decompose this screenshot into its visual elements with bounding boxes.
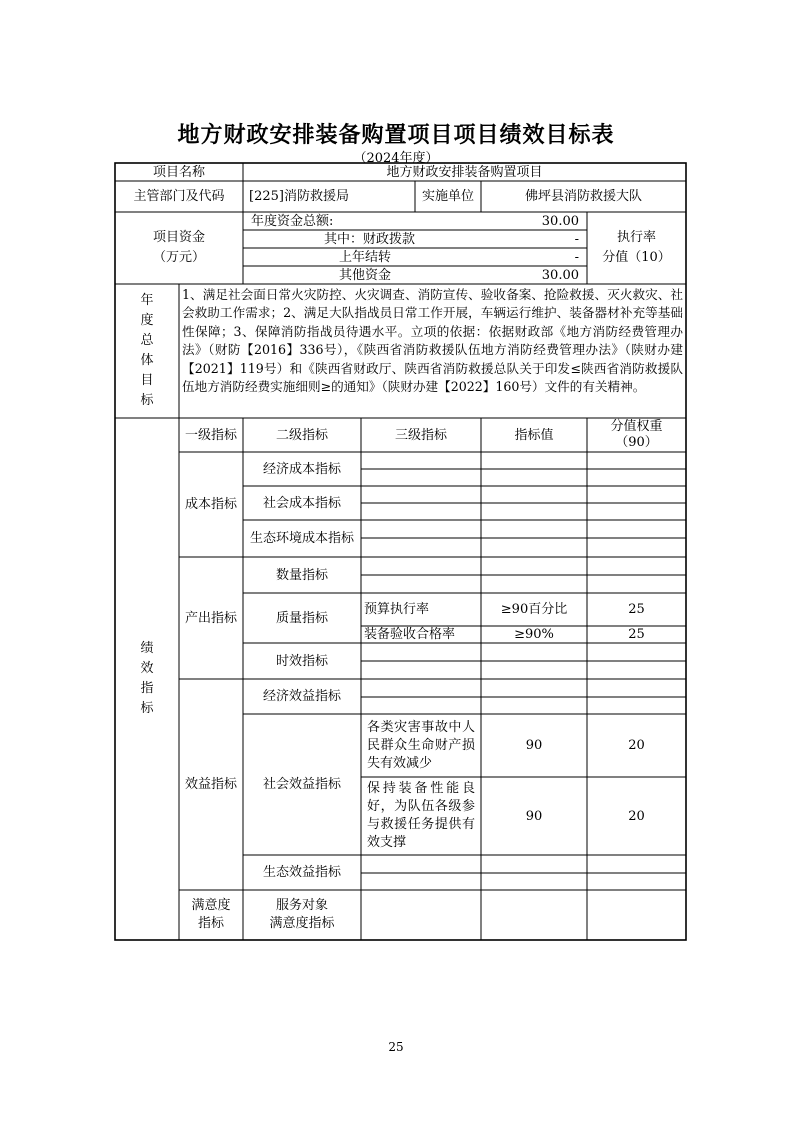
funds-carry-value: -: [574, 249, 579, 265]
goal-label-char: 体: [140, 353, 154, 368]
quality-indicator-label: 质量指标: [275, 610, 328, 626]
funds-unit: （万元）: [152, 250, 205, 265]
project-name-label: 项目名称: [152, 164, 205, 180]
satisfaction-label-line1: 满意度: [191, 898, 231, 913]
goal-label-char: 年: [140, 293, 154, 308]
goal-text: 1、满足社会面日常火灾防控、火灾调查、消防宣传、验收备案、抢险救援、灭火救灾、社会救助工作需求；2、满足大队指战员日常工作开展，车辆运行维护、装备器材补充等基础性保障；3、保障消防指战员待遇水平。立项的依据：依据财政部《地方消防经费管理办法》（财防【2016】336号），《陕西省消防救援队伍地方消防经费管理办法》（陕财办建【2021】119号）和《陕西省财政厅、陕西省消防救援总队关于印发≤陕西省消防救援队伍地方消防经费实施细则≥的通知》（陕财办建【2022】160号）文件的有关精神。: [182, 287, 683, 395]
impl-value: 佛坪县消防救援大队: [524, 189, 642, 204]
s1-value: 90: [525, 738, 543, 753]
goal-label: [115, 284, 179, 418]
exec-score-label: 分值（10）: [602, 250, 671, 265]
service-satisfaction-label: [243, 890, 361, 940]
funds-total-value: 30.00: [541, 213, 579, 229]
funds-other-value: 30.00: [541, 267, 579, 283]
indicator-section-label: [115, 418, 179, 940]
year-subtitle: （2024年度）: [353, 151, 439, 166]
q1-name: 预算执行率: [364, 602, 430, 617]
indicator-section-char: 指: [140, 681, 154, 696]
funds-other-label: 其他资金: [338, 267, 391, 283]
dept-label: 主管部门及代码: [133, 189, 225, 204]
s2-value: 90: [525, 808, 543, 824]
output-indicator-label: 产出指标: [184, 610, 237, 626]
social-cost-label: 社会成本指标: [262, 495, 341, 511]
header-weight-total: （90）: [615, 435, 658, 450]
indicator-section-char: 效: [140, 661, 154, 676]
impl-label: 实施单位: [421, 189, 474, 204]
page-number: 25: [388, 1040, 404, 1054]
header-weight-label: 分值权重: [610, 419, 663, 434]
indicator-section-char: 标: [140, 701, 154, 716]
timeliness-indicator-label: 时效指标: [275, 653, 328, 669]
dept-value: [225]消防救援局: [249, 189, 349, 204]
funds-label: [115, 212, 243, 284]
q1-weight: 25: [628, 602, 645, 617]
satisfaction-label-line2: 指标: [197, 916, 224, 931]
cost-indicator-label: 成本指标: [184, 497, 237, 512]
social-benefit-label: 社会效益指标: [262, 777, 341, 792]
funds-fiscal-value: -: [574, 231, 579, 247]
service-satisfaction-line1: 服务对象: [275, 898, 328, 913]
funds-carry-label: 上年结转: [338, 249, 391, 265]
project-name-value: 地方财政安排装备购置项目: [386, 164, 543, 180]
quantity-indicator-label: 数量指标: [275, 567, 328, 583]
goal-label-char: 目: [140, 373, 154, 388]
goal-label-char: 标: [140, 393, 154, 408]
header-level3: 三级指标: [394, 427, 447, 443]
goal-label-char: 度: [140, 313, 154, 328]
s1-weight: 20: [628, 738, 645, 753]
s2-name: 保持装备性能良好，为队伍各级参与救援任务提供有效支撑: [367, 781, 475, 850]
s2-weight: 20: [628, 808, 645, 824]
q2-value: ≥90%: [514, 627, 554, 642]
s1-name: 各类灾害事故中人民群众生命财产损失有效减少: [367, 719, 475, 771]
q1-value: ≥90百分比: [500, 602, 568, 617]
header-level2: 二级指标: [275, 427, 328, 443]
funds-fiscal-label: 其中：财政拨款: [323, 231, 415, 247]
satisfaction-indicator-label: [179, 890, 243, 940]
eco-benefit-label: 生态效益指标: [262, 865, 341, 880]
benefit-indicator-label: 效益指标: [184, 777, 237, 792]
economic-benefit-label: 经济效益指标: [262, 689, 341, 704]
header-value: 指标值: [514, 427, 554, 443]
header-level1: 一级指标: [184, 427, 237, 443]
exec-rate-cell: [587, 212, 686, 284]
funds-total-label: 年度资金总额:: [251, 213, 334, 229]
eco-env-cost-label: 生态环境成本指标: [249, 531, 354, 546]
q2-name: 装备验收合格率: [364, 627, 456, 642]
indicator-section-char: 绩: [140, 641, 154, 656]
funds-label-text: 项目资金: [152, 230, 205, 245]
header-weight: [587, 418, 686, 452]
q2-weight: 25: [628, 627, 645, 642]
goal-label-char: 总: [140, 333, 154, 348]
page-title: 地方财政安排装备购置项目项目绩效目标表: [177, 122, 615, 148]
exec-rate-label: 执行率: [616, 230, 656, 245]
service-satisfaction-line2: 满意度指标: [269, 916, 335, 931]
economic-cost-label: 经济成本指标: [262, 461, 341, 477]
